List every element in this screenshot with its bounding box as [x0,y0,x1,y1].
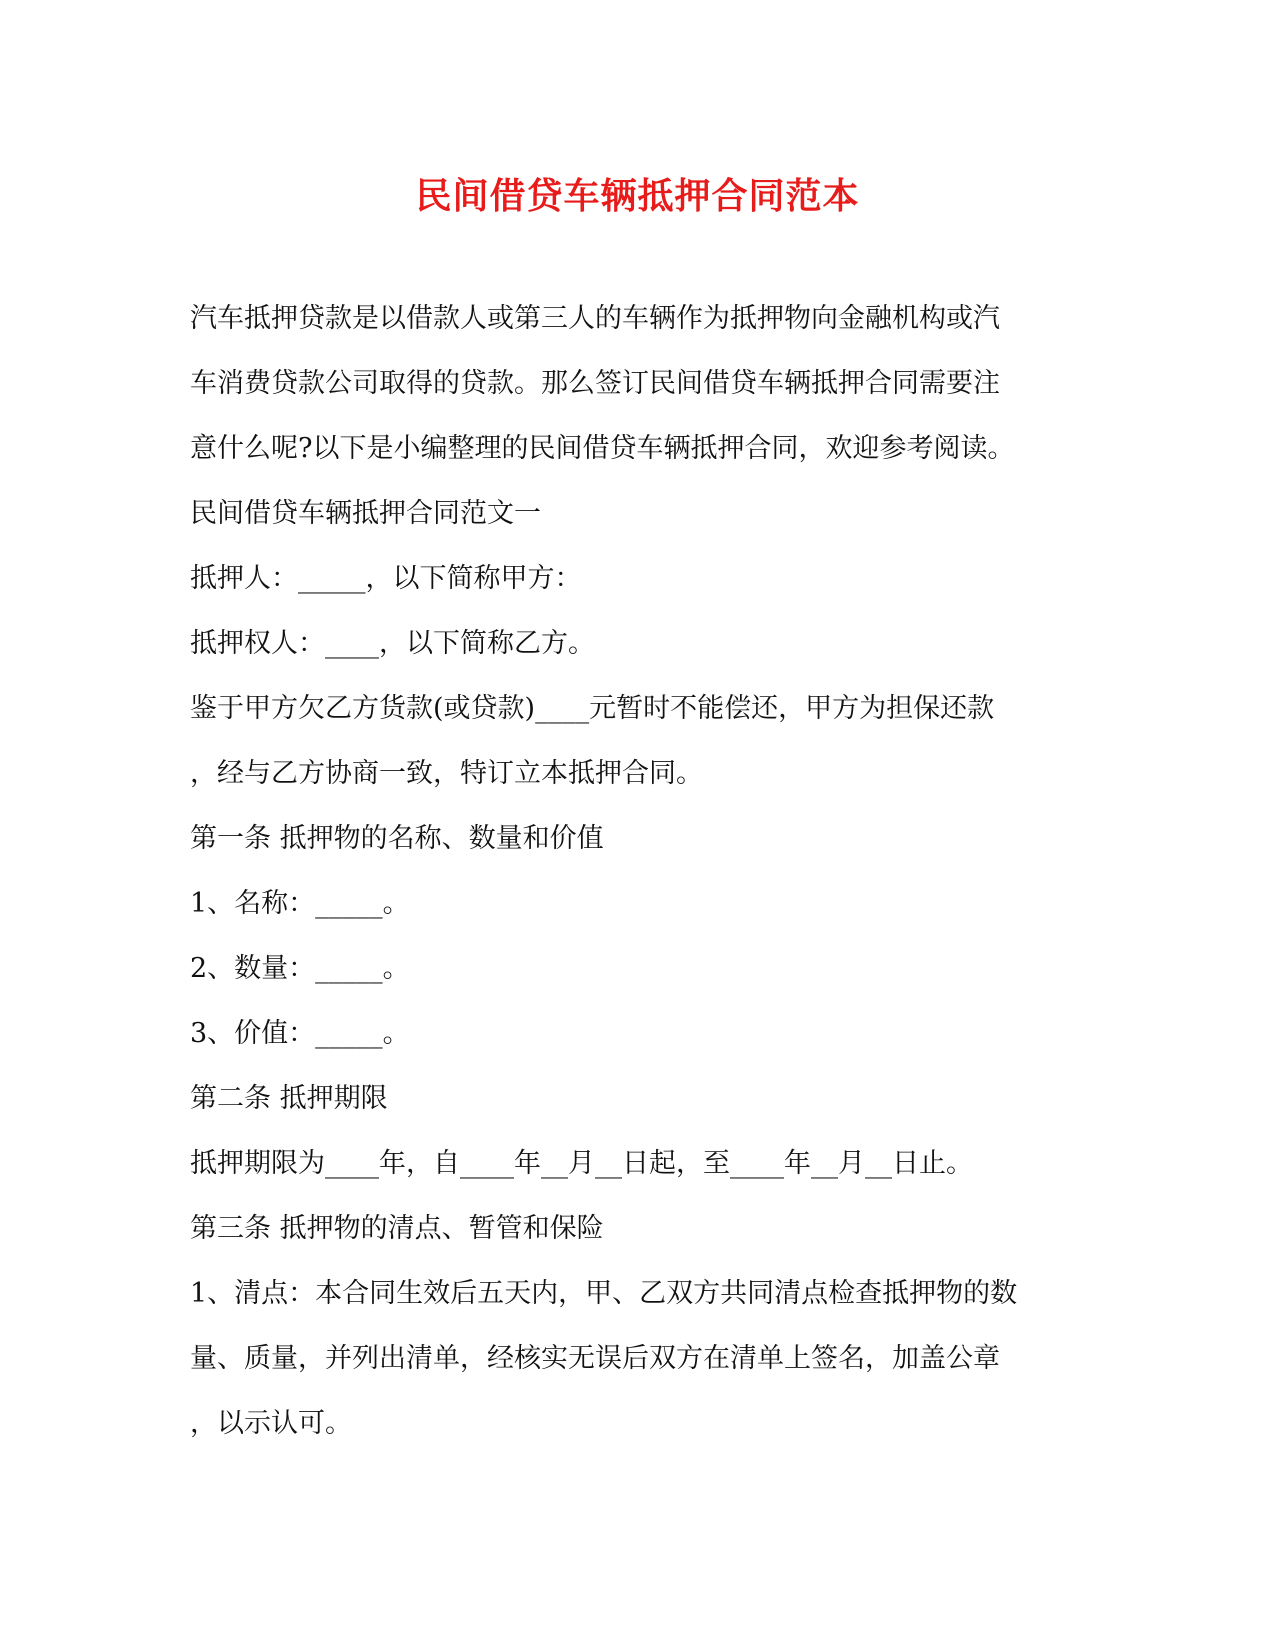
intro-line-2: 车消费贷款公司取得的贷款。那么签订民间借贷车辆抵押合同需要注 [190,368,1000,399]
article-one-heading: 第一条 抵押物的名称、数量和价值 [190,823,604,854]
mortgagee-line: 抵押权人：____，以下简称乙方。 [190,628,595,659]
inventory-line-1: 1、清点：本合同生效后五天内，甲、乙双方共同清点检查抵押物的数 [190,1278,1018,1309]
item-quantity: 2、数量：_____。 [190,953,410,984]
mortgagor-line: 抵押人：_____，以下简称甲方： [190,563,582,594]
intro-line-3: 意什么呢?以下是小编整理的民间借贷车辆抵押合同，欢迎参考阅读。 [190,433,1015,464]
preamble-line-2: ，经与乙方协商一致，特订立本抵押合同。 [190,758,703,789]
article-three-heading: 第三条 抵押物的清点、暂管和保险 [190,1213,604,1244]
article-two-heading: 第二条 抵押期限 [190,1083,388,1114]
item-name: 1、名称：_____。 [190,888,410,919]
inventory-line-3: ，以示认可。 [190,1408,352,1439]
item-value: 3、价值：_____。 [190,1018,410,1049]
preamble-line-1: 鉴于甲方欠乙方货款(或贷款)____元暂时不能偿还，甲方为担保还款 [190,693,995,724]
intro-line-1: 汽车抵押贷款是以借款人或第三人的车辆作为抵押物向金融机构或汽 [190,303,1000,334]
term-line: 抵押期限为____年，自____年__月__日起，至____年__月__日止。 [190,1148,973,1179]
section-heading-sample-one: 民间借贷车辆抵押合同范文一 [190,498,541,529]
inventory-line-2: 量、质量，并列出清单，经核实无误后双方在清单上签名，加盖公章 [190,1343,1000,1374]
document-title: 民间借贷车辆抵押合同范本 [415,175,860,217]
document-body [190,286,1090,1456]
